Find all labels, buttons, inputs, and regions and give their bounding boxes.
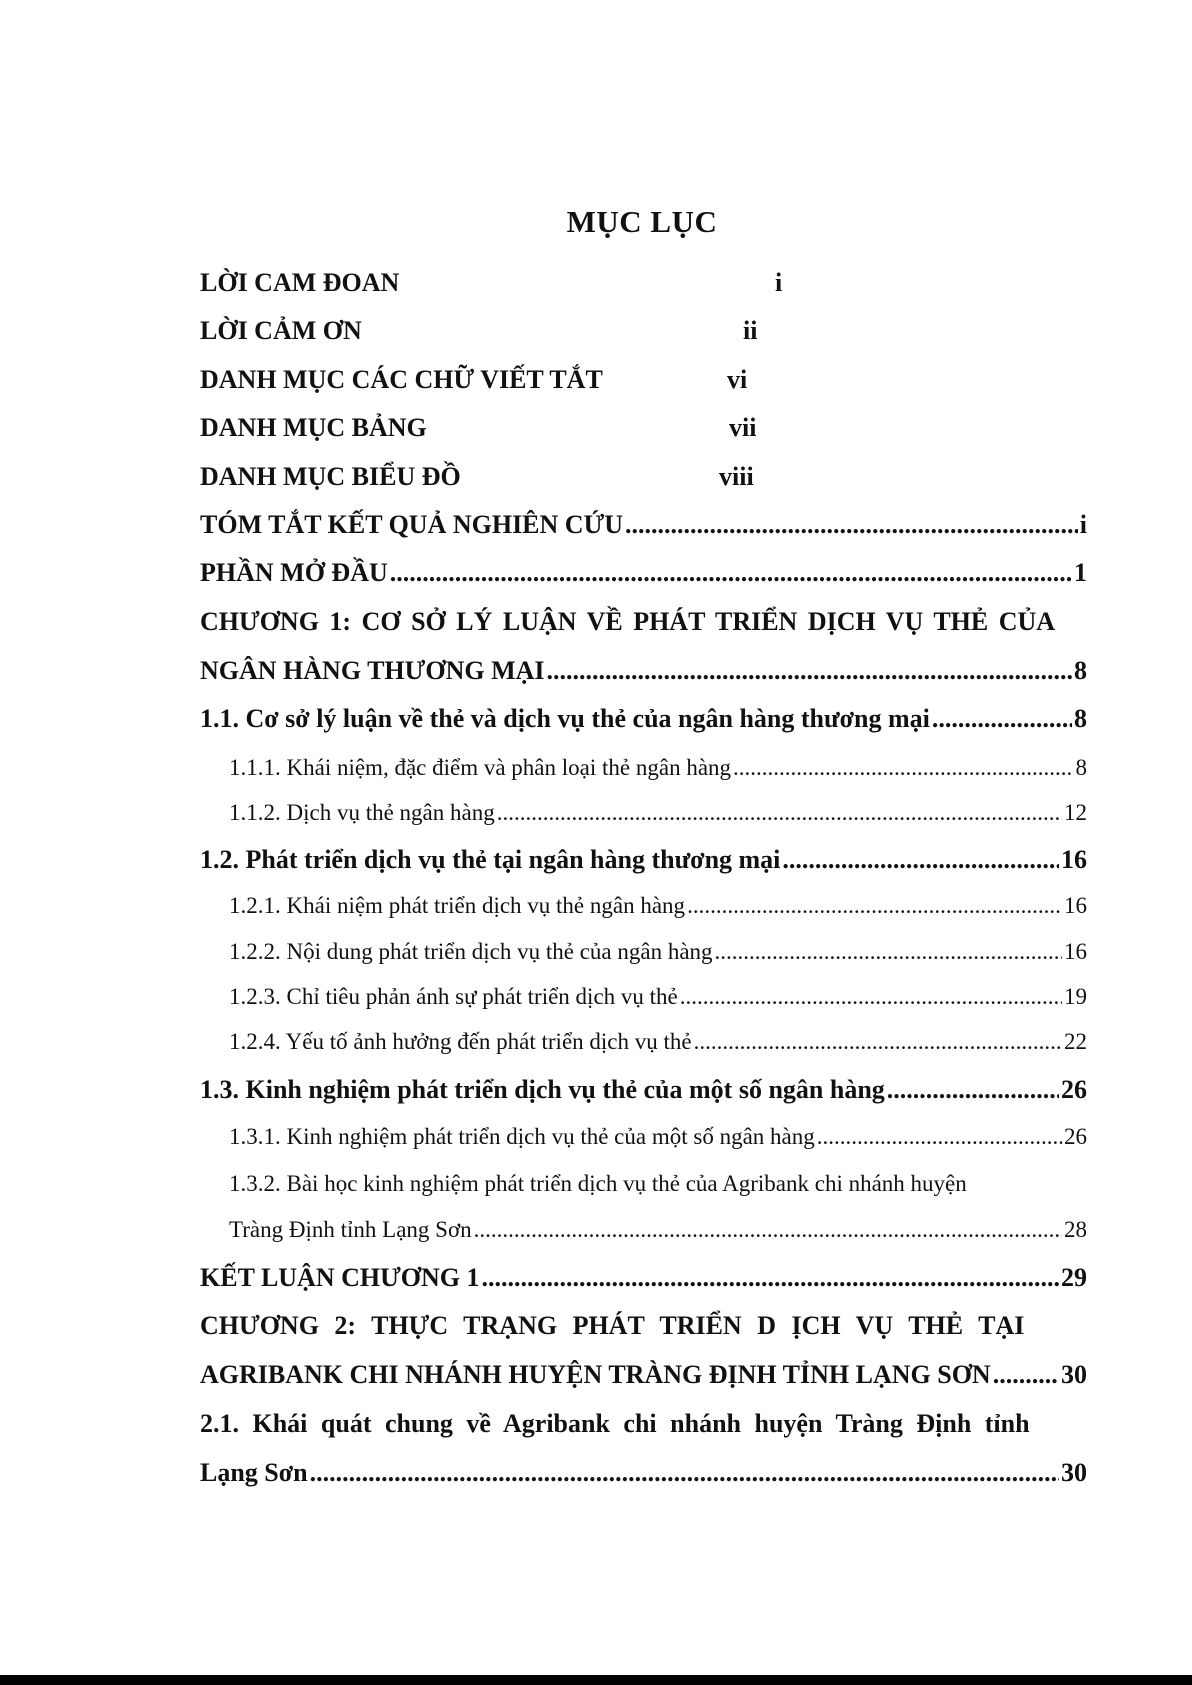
toc-entry[interactable] <box>200 558 1087 588</box>
dot-leader <box>482 1263 1059 1293</box>
dot-leader <box>687 893 1062 919</box>
toc-entry-page: 16 <box>1061 845 1087 874</box>
toc-entry[interactable] <box>200 656 1087 686</box>
toc-entry-label: Lạng Sơn <box>200 1458 308 1487</box>
dot-leader <box>547 656 1073 686</box>
toc-entry-label: CHƯƠNG 2: THỰC TRẠNG PHÁT TRIỂN D ỊCH VỤ THẺ TẠI <box>200 1311 1025 1340</box>
dot-leader <box>694 1029 1062 1055</box>
toc-title: MỤC LỤC <box>566 204 718 239</box>
toc-entry-label: TÓM TẮT KẾT QUẢ NGHIÊN CỨU <box>200 510 624 539</box>
toc-entry-page: 19 <box>1064 984 1087 1009</box>
toc-entry[interactable] <box>200 1458 1087 1488</box>
toc-entry-label: AGRIBANK CHI NHÁNH HUYỆN TRÀNG ĐỊNH TỈNH LẠNG SƠN <box>200 1360 991 1389</box>
toc-entry[interactable] <box>229 984 1087 1010</box>
toc-entry-page: i <box>775 268 783 297</box>
toc-entry[interactable] <box>229 800 1087 826</box>
toc-entry[interactable] <box>229 1029 1087 1055</box>
toc-entry-page: 26 <box>1061 1075 1087 1104</box>
toc-entry-label: 1.2.3. Chỉ tiêu phản ánh sự phát triển dịch vụ thẻ <box>229 984 678 1009</box>
toc-entry-page: vii <box>729 413 757 442</box>
toc-entry-page: 29 <box>1061 1263 1087 1292</box>
toc-entry-page: 28 <box>1064 1217 1087 1242</box>
toc-entry-label: 1.1.2. Dịch vụ thẻ ngân hàng <box>229 800 495 825</box>
toc-entry-page: 8 <box>1074 704 1087 733</box>
dot-leader <box>625 510 1078 540</box>
toc-entry-label: LỜI CAM ĐOAN <box>200 268 400 297</box>
dot-leader <box>782 845 1059 875</box>
toc-entry-label: LỜI CẢM ƠN <box>200 316 362 345</box>
toc-entry-label: PHẦN MỞ ĐẦU <box>200 558 388 587</box>
dot-leader <box>817 1124 1062 1150</box>
toc-entry-label: 1.3.1. Kinh nghiệm phát triển dịch vụ thẻ của một số ngân hàng <box>229 1124 815 1149</box>
toc-entry-label: DANH MỤC BIỂU ĐỒ <box>200 462 461 491</box>
toc-entry-page: 8 <box>1074 656 1087 685</box>
toc-entry-label: 1.3. Kinh nghiệm phát triển dịch vụ thẻ của một số ngân hàng <box>200 1075 885 1104</box>
toc-entry-page: 1 <box>1074 558 1087 587</box>
toc-entry-page: 12 <box>1064 800 1087 825</box>
toc-entry-label: 2.1. Khái quát chung về Agribank chi nhánh huyện Tràng Định tỉnh <box>200 1409 1030 1438</box>
toc-entry[interactable] <box>200 413 427 443</box>
toc-entry[interactable] <box>200 1263 1087 1293</box>
toc-entry-page: 26 <box>1064 1124 1087 1149</box>
toc-entry[interactable] <box>200 845 1087 875</box>
toc-entry-label: DANH MỤC BẢNG <box>200 413 427 442</box>
toc-entry-label: DANH MỤC CÁC CHỮ VIẾT TẮT <box>200 365 603 394</box>
dot-leader <box>887 1075 1059 1105</box>
toc-entry-page: vi <box>727 365 748 394</box>
toc-entry-first-line[interactable] <box>200 607 1087 637</box>
dot-leader <box>715 939 1062 965</box>
toc-entry-page: viii <box>719 462 754 491</box>
toc-entry-page: i <box>1079 510 1087 539</box>
toc-entry-page: ii <box>743 316 758 345</box>
toc-entry[interactable] <box>200 510 1087 540</box>
toc-entry-first-line[interactable] <box>200 1409 1087 1439</box>
toc-entry-label: 1.1. Cơ sở lý luận về thẻ và dịch vụ thẻ của ngân hàng thương mại <box>200 704 930 733</box>
toc-entry[interactable] <box>200 1360 1087 1390</box>
toc-entry[interactable] <box>229 755 1087 781</box>
toc-entry-page: 30 <box>1061 1360 1087 1389</box>
toc-entry-page: 8 <box>1075 755 1087 780</box>
toc-entry[interactable] <box>229 1217 1087 1243</box>
toc-entry-label: CHƯƠNG 1: CƠ SỞ LÝ LUẬN VỀ PHÁT TRIỂN DỊCH VỤ THẺ CỦA <box>200 607 1056 636</box>
toc-entry[interactable] <box>229 939 1087 965</box>
toc-entry[interactable] <box>200 365 603 395</box>
dot-leader <box>310 1458 1059 1488</box>
page-bottom-border <box>0 1675 1192 1685</box>
toc-entry[interactable] <box>229 893 1087 919</box>
toc-entry-label: 1.2. Phát triển dịch vụ thẻ tại ngân hàng thương mại <box>200 845 781 874</box>
toc-entry[interactable] <box>229 1124 1087 1150</box>
toc-entry[interactable] <box>200 1075 1087 1105</box>
toc-entry-label: Tràng Định tỉnh Lạng Sơn <box>229 1217 472 1242</box>
toc-entry-page: 30 <box>1061 1458 1087 1487</box>
toc-entry-label: 1.3.2. Bài học kinh nghiệm phát triển dịch vụ thẻ của Agribank chi nhánh huyện <box>229 1171 967 1196</box>
dot-leader <box>733 755 1073 781</box>
toc-entry-label: 1.2.2. Nội dung phát triển dịch vụ thẻ của ngân hàng <box>229 939 713 964</box>
toc-entry-label: 1.2.4. Yếu tố ảnh hưởng đến phát triển dịch vụ thẻ <box>229 1029 692 1054</box>
toc-entry-page: 16 <box>1064 893 1087 918</box>
dot-leader <box>497 800 1062 826</box>
toc-entry-label: 1.2.1. Khái niệm phát triển dịch vụ thẻ ngân hàng <box>229 893 686 918</box>
dot-leader <box>932 704 1072 734</box>
toc-entry-page: 16 <box>1064 939 1087 964</box>
toc-entry-first-line[interactable] <box>229 1171 1087 1197</box>
toc-entry-label: NGÂN HÀNG THƯƠNG MẠI <box>200 656 545 685</box>
dot-leader <box>993 1360 1059 1390</box>
dot-leader <box>680 984 1062 1010</box>
toc-entry-label: KẾT LUẬN CHƯƠNG 1 <box>200 1263 480 1292</box>
toc-entry-page: 22 <box>1064 1029 1087 1054</box>
dot-leader <box>390 558 1072 588</box>
dot-leader <box>474 1217 1062 1243</box>
toc-entry[interactable] <box>200 462 461 492</box>
toc-entry-first-line[interactable] <box>200 1311 1087 1341</box>
toc-entry[interactable] <box>200 316 362 346</box>
toc-entry[interactable] <box>200 704 1087 734</box>
toc-entry-label: 1.1.1. Khái niệm, đặc điểm và phân loại thẻ ngân hàng <box>229 755 732 780</box>
toc-entry[interactable] <box>200 268 399 298</box>
